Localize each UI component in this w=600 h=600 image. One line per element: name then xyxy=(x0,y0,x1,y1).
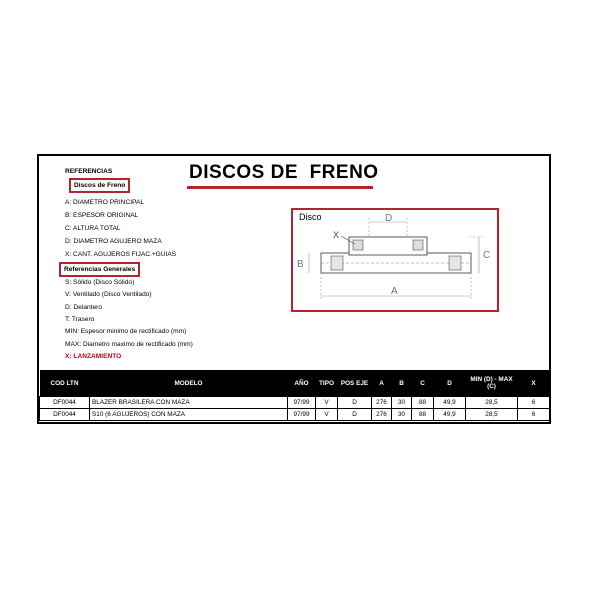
hub-boss-left xyxy=(353,240,363,250)
header-a: A xyxy=(372,370,392,397)
general-ref-t: T: Trasero xyxy=(65,316,95,323)
cell-c: 88 xyxy=(412,409,434,421)
header-tipo: TIPO xyxy=(316,370,338,397)
disc-cross-section xyxy=(293,210,497,310)
disc-ref-b: B: ESPESOR ORIGINAL xyxy=(65,212,139,219)
general-ref-s: S: Sólido (Disco Sólido) xyxy=(65,279,135,286)
catalog-sheet xyxy=(37,154,551,424)
title-underline xyxy=(187,186,373,189)
table-row xyxy=(40,409,550,421)
header-cod-ltn: COD LTN xyxy=(40,370,90,397)
cell-tipo: V xyxy=(316,397,338,409)
header-pos-eje: POS EJE xyxy=(338,370,372,397)
cell-d: 49,9 xyxy=(434,409,466,421)
referencias-label: REFERENCIAS xyxy=(65,168,113,175)
cell-d: 49,9 xyxy=(434,397,466,409)
header-b: B xyxy=(392,370,412,397)
header-d: D xyxy=(434,370,466,397)
table-header-row xyxy=(40,370,550,397)
dim-a-label: A xyxy=(391,286,398,297)
header-modelo: MODELO xyxy=(90,370,288,397)
dim-c-label: C xyxy=(483,250,491,261)
general-ref-d: D: Delantero xyxy=(65,304,103,311)
cell-pos-eje: D xyxy=(338,397,372,409)
discos-label: Discos de Freno xyxy=(69,178,130,193)
title-block xyxy=(189,162,379,184)
vent-right xyxy=(449,256,461,270)
cell-min-max: 28,5 xyxy=(466,409,518,421)
diagram-title: Disco xyxy=(299,212,322,222)
vent-left xyxy=(331,256,343,270)
cell-pos-eje: D xyxy=(338,409,372,421)
cell-modelo: S10 (6 AGUJEROS) CON MAZA xyxy=(90,409,288,421)
disc-ref-c: C: ALTURA TOTAL xyxy=(65,225,121,232)
general-ref-min: MIN: Espesor minimo de rectificado (mm) xyxy=(65,328,187,335)
page-title: DISCOS DE FRENO xyxy=(189,162,379,183)
cell-a: 276 xyxy=(372,409,392,421)
disc-ref-a: A: DIAMETRO PRINCIPAL xyxy=(65,199,145,206)
general-ref-v: V: Ventilado (Disco Ventilado) xyxy=(65,291,152,298)
header-min-max: MIN (D) - MAX (C) xyxy=(466,370,518,397)
cell-x: 6 xyxy=(518,397,550,409)
disc-ref-d: D: DIAMETRO AGUJERO MAZA xyxy=(65,238,162,245)
header-ano: AÑO xyxy=(288,370,316,397)
header-c: C xyxy=(412,370,434,397)
hub-boss-right xyxy=(413,240,423,250)
cell-ano: 97/99 xyxy=(288,409,316,421)
disc-table xyxy=(39,370,550,421)
cell-min-max: 28,5 xyxy=(466,397,518,409)
lanzamiento-label: X: LANZAMIENTO xyxy=(65,353,122,360)
cell-b: 30 xyxy=(392,409,412,421)
cell-a: 276 xyxy=(372,397,392,409)
cell-ano: 97/99 xyxy=(288,397,316,409)
dim-b-label: B xyxy=(297,259,304,270)
disc-diagram xyxy=(291,208,499,312)
disc-ref-x: X: CANT. AGUJEROS FIJAC.+GUIAS xyxy=(65,251,177,258)
general-ref-max: MAX: Diametro maximo de rectificado (mm) xyxy=(65,341,193,348)
cell-cod: DF0044 xyxy=(40,409,90,421)
dim-d-label: D xyxy=(385,213,393,224)
table-row xyxy=(40,397,550,409)
header-x: X xyxy=(518,370,550,397)
cell-modelo: BLAZER BRASILERA CON MAZA xyxy=(90,397,288,409)
cell-x: 6 xyxy=(518,409,550,421)
cell-cod: DF0044 xyxy=(40,397,90,409)
cell-b: 30 xyxy=(392,397,412,409)
cell-tipo: V xyxy=(316,409,338,421)
generales-label: Referencias Generales xyxy=(59,262,140,277)
cell-c: 88 xyxy=(412,397,434,409)
dim-x-label: X xyxy=(333,230,340,240)
